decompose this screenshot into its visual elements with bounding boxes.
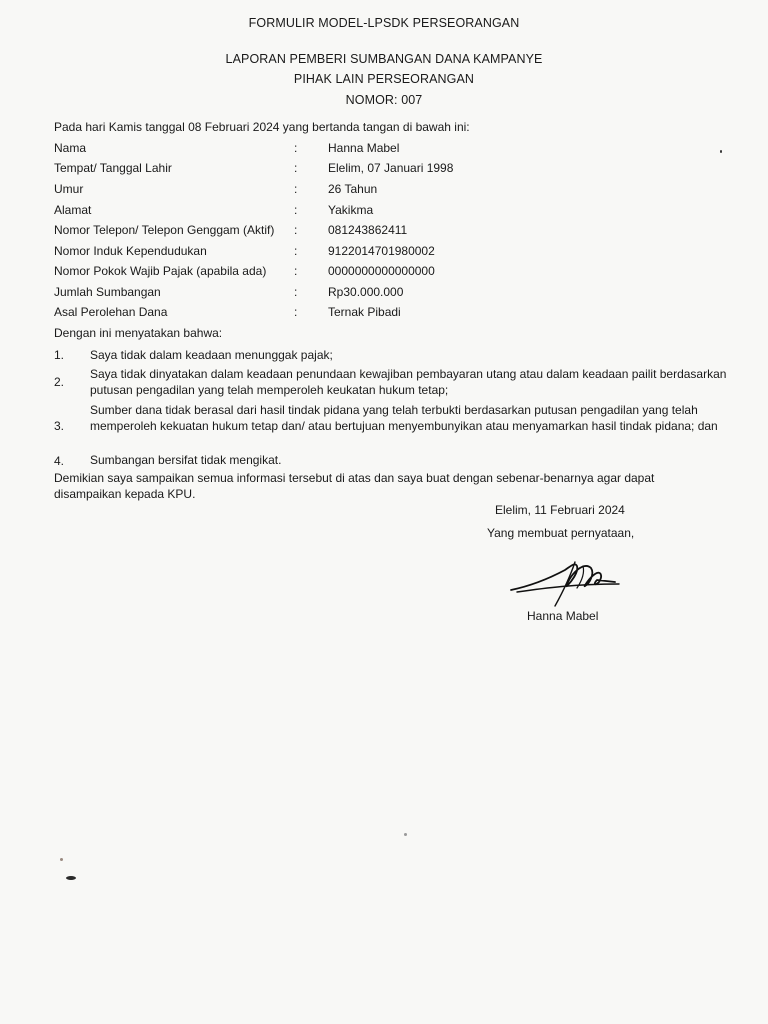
field-label: Umur xyxy=(54,182,84,196)
scan-speck xyxy=(60,858,63,861)
statement-item xyxy=(54,366,734,398)
field-label: Nomor Pokok Wajib Pajak (apabila ada) xyxy=(54,264,267,278)
field-label: Nomor Induk Kependudukan xyxy=(54,244,207,258)
statement-text: Sumber dana tidak berasal dari hasil tindak pidana yang telah terbukti berdasarkan putusan pengadilan yang telah memperoleh kekuatan hukum tetap dan/ atau bertujuan menyembunyikan atau menyamarkan hasil tindak pidana; dan xyxy=(90,403,718,433)
statement-number: 2. xyxy=(54,375,65,389)
statement-item xyxy=(54,347,734,363)
field-value: Hanna Mabel xyxy=(328,141,400,155)
field-colon: : xyxy=(294,182,298,196)
field-colon: : xyxy=(294,161,298,175)
statement-number: 4. xyxy=(54,454,65,468)
field-colon: : xyxy=(294,264,298,278)
field-label: Asal Perolehan Dana xyxy=(54,305,168,319)
field-colon: : xyxy=(294,305,298,319)
field-value: Ternak Pibadi xyxy=(328,305,401,319)
field-label: Jumlah Sumbangan xyxy=(54,285,161,299)
field-value: 9122014701980002 xyxy=(328,244,435,258)
statement-text: Sumbangan bersifat tidak mengikat. xyxy=(90,453,282,467)
field-colon: : xyxy=(294,244,298,258)
field-value: Rp30.000.000 xyxy=(328,285,404,299)
field-value: 081243862411 xyxy=(328,223,408,237)
party-type: PIHAK LAIN PERSEORANGAN xyxy=(293,72,475,86)
handwritten-signature xyxy=(505,548,625,608)
field-value: 0000000000000000 xyxy=(328,264,435,278)
report-title: LAPORAN PEMBERI SUMBANGAN DANA KAMPANYE xyxy=(225,52,543,66)
field-colon: : xyxy=(294,285,298,299)
signer-name: Hanna Mabel xyxy=(527,609,599,623)
field-value: Yakikma xyxy=(328,203,374,217)
form-title: FORMULIR MODEL-LPSDK PERSEORANGAN xyxy=(248,16,520,30)
field-colon: : xyxy=(294,223,298,237)
scan-speck xyxy=(66,876,76,880)
statement-item xyxy=(54,452,734,468)
statement-number: 3. xyxy=(54,419,65,433)
field-colon: : xyxy=(294,203,298,217)
field-label: Tempat/ Tanggal Lahir xyxy=(54,161,172,175)
statement-intro: Dengan ini menyatakan bahwa: xyxy=(54,326,223,340)
intro-text: Pada hari Kamis tanggal 08 Februari 2024 yang bertanda tangan di bawah ini: xyxy=(54,120,470,134)
maker-caption: Yang membuat pernyataan, xyxy=(487,526,635,540)
field-value: Elelim, 07 Januari 1998 xyxy=(328,161,454,175)
field-label: Alamat xyxy=(54,203,92,217)
statement-text: Saya tidak dalam keadaan menunggak pajak; xyxy=(90,348,333,362)
field-label: Nomor Telepon/ Telepon Genggam (Aktif) xyxy=(54,223,275,237)
statement-number: 1. xyxy=(54,348,65,362)
statement-item xyxy=(54,402,734,450)
scan-speck xyxy=(720,150,722,153)
closing-paragraph: Demikian saya sampaikan semua informasi tersebut di atas dan saya buat dengan sebenar-benarnya agar dapat disampaikan kepada KPU. xyxy=(54,471,655,501)
field-label: Nama xyxy=(54,141,87,155)
place-date: Elelim, 11 Februari 2024 xyxy=(495,503,625,517)
document-number: NOMOR: 007 xyxy=(345,93,423,107)
scan-speck xyxy=(404,833,407,836)
field-value: 26 Tahun xyxy=(328,182,378,196)
statement-text: Saya tidak dinyatakan dalam keadaan penundaan kewajiban pembayaran utang atau dalam keadaan pailit berdasarkan putusan pengadilan yang telah memperoleh keukatan hukum tetap; xyxy=(90,367,727,397)
field-colon: : xyxy=(294,141,298,155)
